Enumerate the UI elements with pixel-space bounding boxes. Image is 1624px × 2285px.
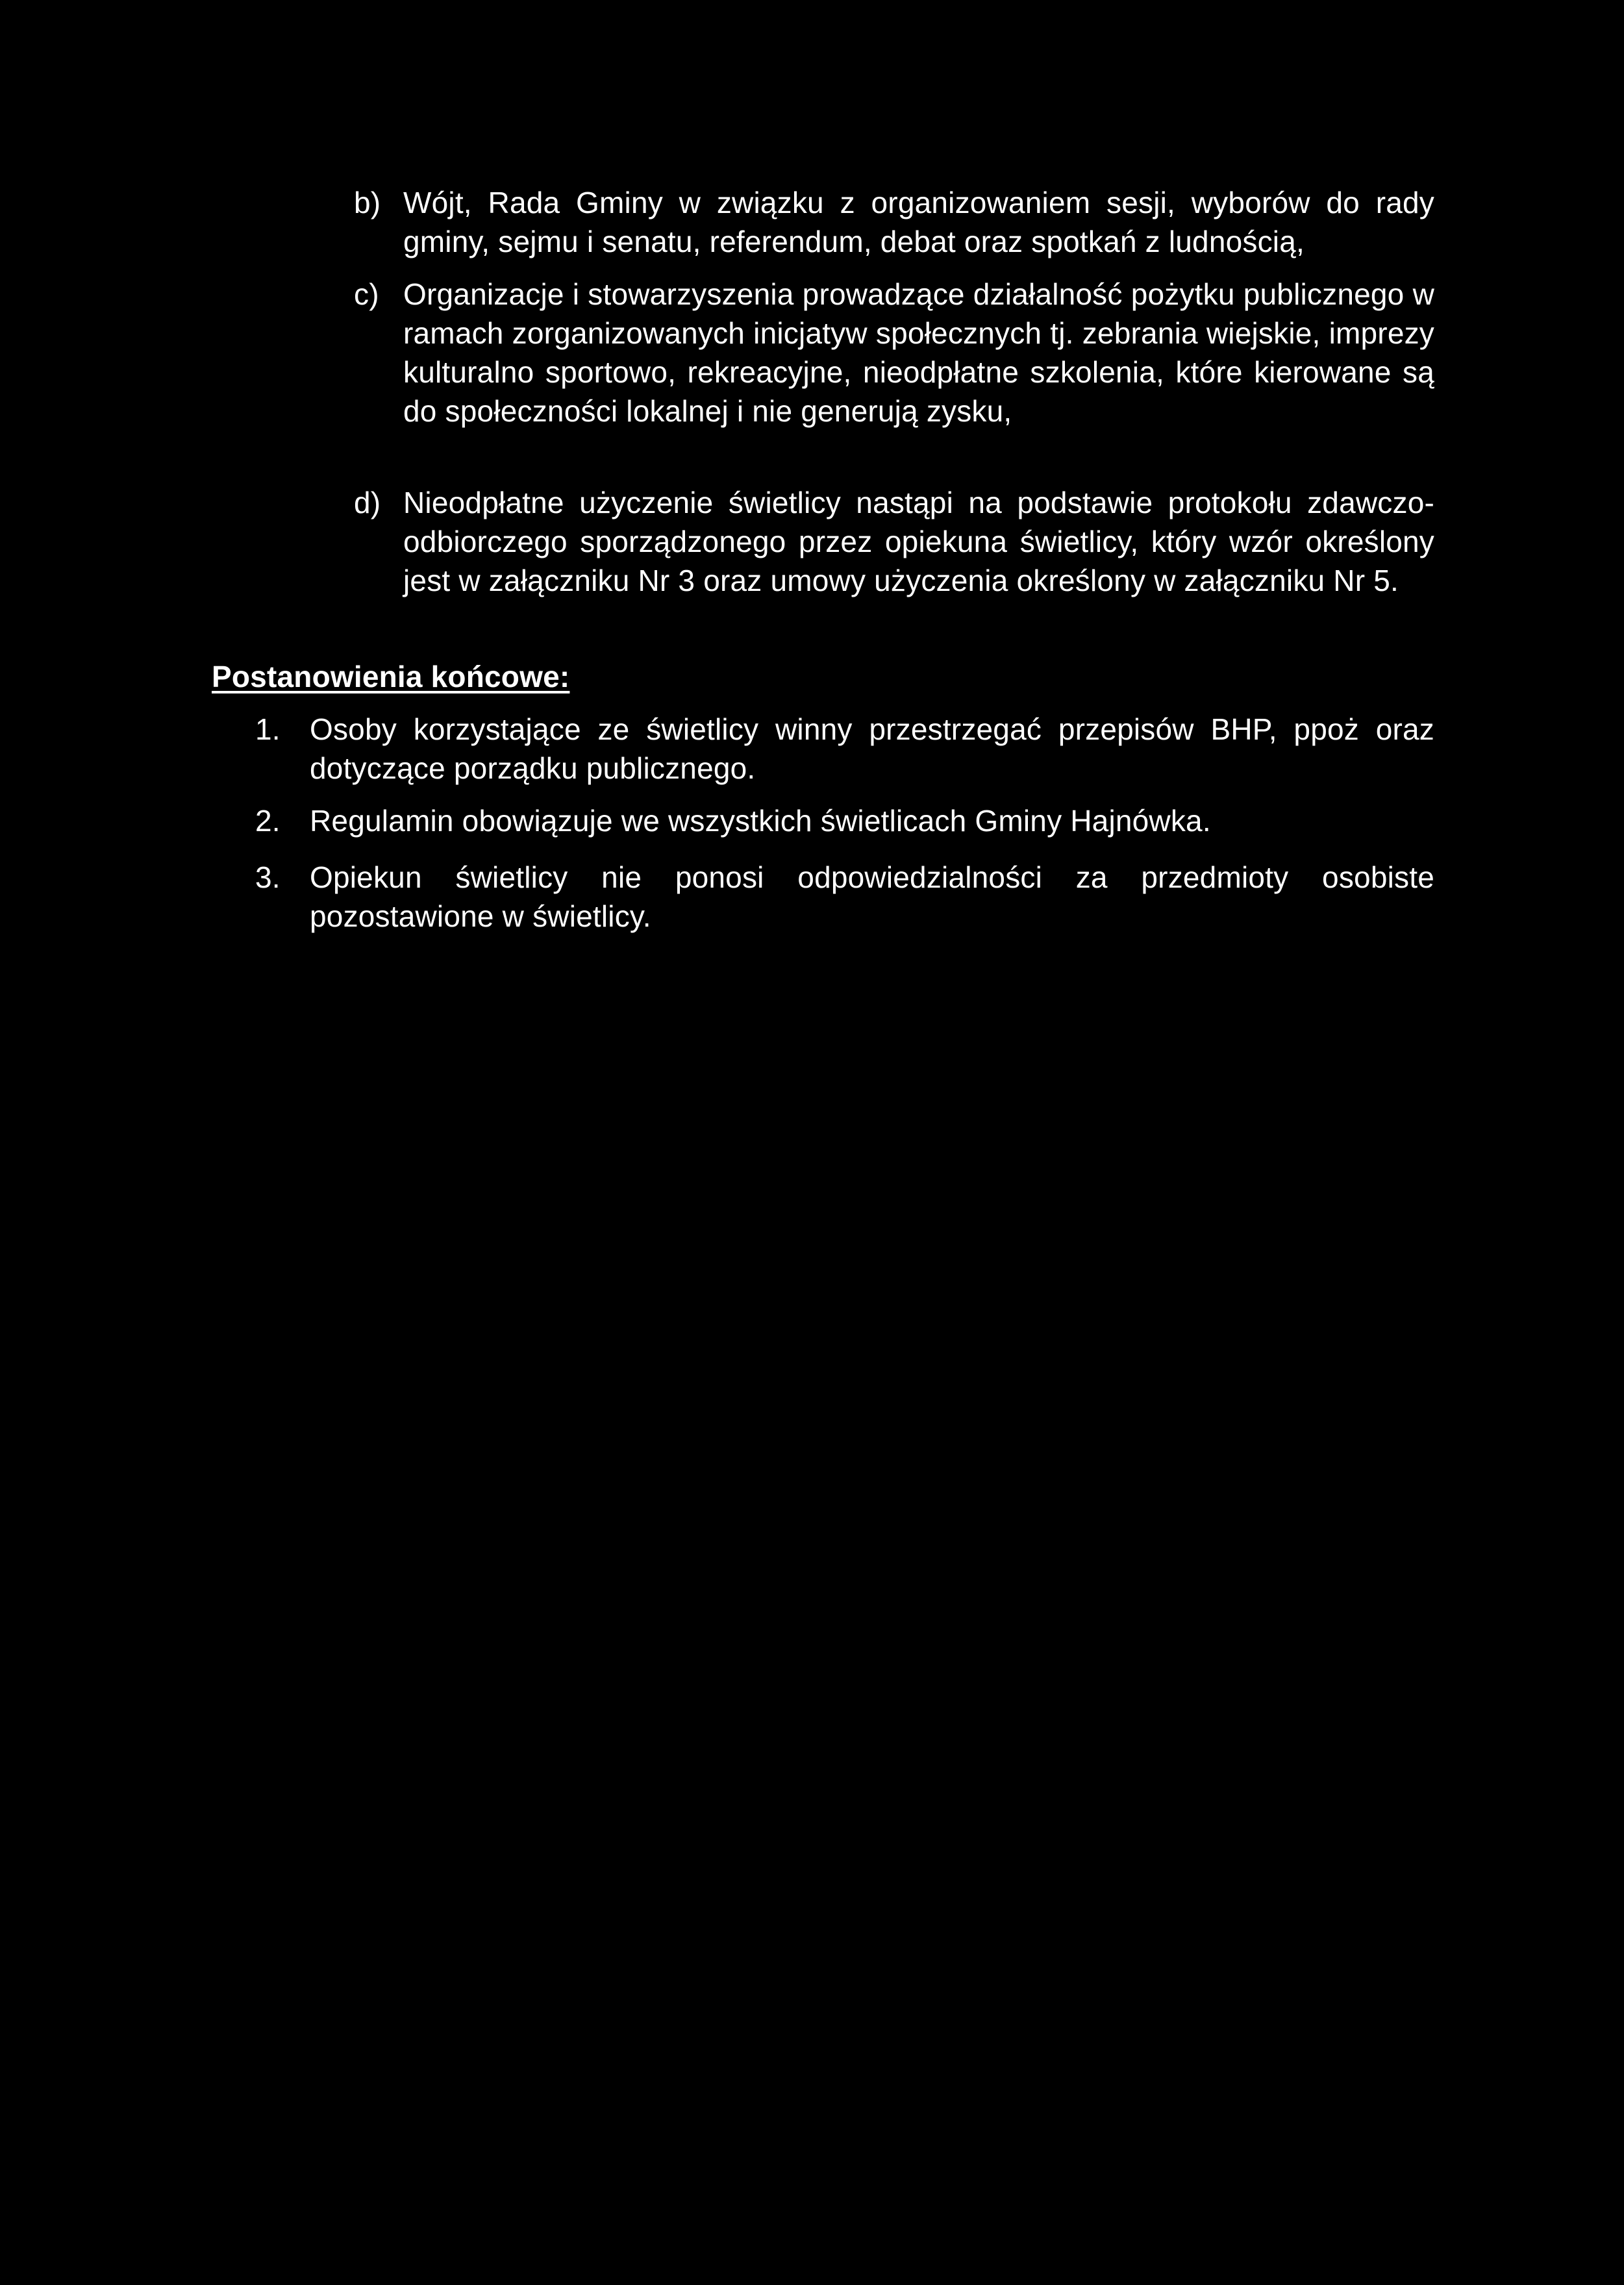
list-marker: d) xyxy=(354,486,381,519)
list-item-text: Osoby korzystające ze świetlicy winny przestrzegać przepisów BHP, ppoż oraz dotyczące porządku publicznego. xyxy=(310,712,1434,785)
list-marker: b) xyxy=(354,186,381,219)
section-heading: Postanowienia końcowe: xyxy=(212,660,570,693)
numbered-item-3 xyxy=(255,858,1434,936)
list-item-text: Nieodpłatne użyczenie świetlicy nastąpi na podstawie protokołu zdawczo-odbiorczego sporządzonego przez opiekuna świetlicy, który wzór określony jest w załączniku Nr 3 oraz umowy użyczenia określony w załączniku Nr 5. xyxy=(403,486,1434,597)
list-item-b xyxy=(354,183,1434,261)
list-item-text: Regulamin obowiązuje we wszystkich świetlicach Gminy Hajnówka. xyxy=(310,804,1211,838)
list-item-text: Organizacje i stowarzyszenia prowadzące działalność pożytku publicznego w ramach zorganizowanych inicjatyw społecznych tj. zebrania wiejskie, imprezy kulturalno sportowo, rekreacyjne, nieodpłatne szkolenia, które kierowane są do społeczności lokalnej i nie generują zysku, xyxy=(403,277,1434,428)
list-item-d xyxy=(354,483,1434,600)
list-item-text: Opiekun świetlicy nie ponosi odpowiedzialności za przedmioty osobiste pozostawione w świetlicy. xyxy=(310,860,1434,933)
list-marker: c) xyxy=(354,277,379,311)
list-marker: 1. xyxy=(255,712,281,746)
list-marker: 2. xyxy=(255,804,281,838)
list-item-text: Wójt, Rada Gminy w związku z organizowaniem sesji, wyborów do rady gminy, sejmu i senatu, referendum, debat oraz spotkań z ludnością, xyxy=(403,186,1434,258)
numbered-item-2 xyxy=(255,801,1434,840)
numbered-item-1 xyxy=(255,710,1434,788)
list-marker: 3. xyxy=(255,860,281,894)
list-item-c xyxy=(354,275,1434,431)
